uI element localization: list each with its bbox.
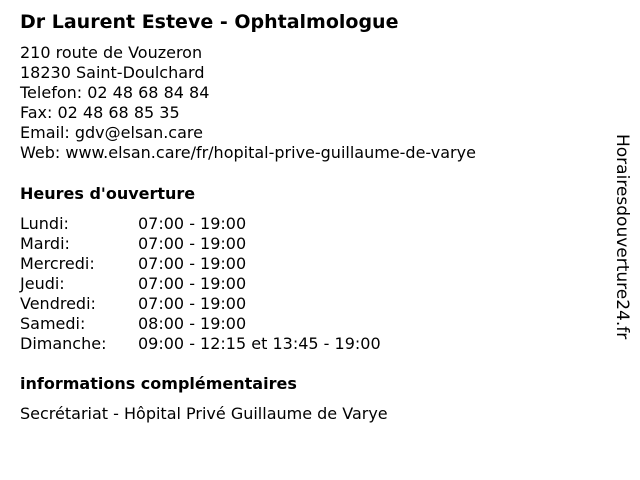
additional-info-text: Secrétariat - Hôpital Privé Guillaume de Varye xyxy=(20,404,388,423)
time-range: 09:00 - 12:15 et 13:45 - 19:00 xyxy=(138,334,381,353)
time-range: 08:00 - 19:00 xyxy=(138,314,247,333)
day-label: Jeudi: xyxy=(20,274,65,293)
day-label: Dimanche: xyxy=(20,334,107,353)
email-address: Email: gdv@elsan.care xyxy=(20,123,203,142)
time-range: 07:00 - 19:00 xyxy=(138,294,247,313)
time-range: 07:00 - 19:00 xyxy=(138,214,247,233)
address-street: 210 route de Vouzeron xyxy=(20,43,203,62)
contact-details xyxy=(20,43,476,163)
brand-text: Horairesdouverture24.fr xyxy=(612,134,632,340)
day-label: Samedi: xyxy=(20,314,86,333)
day-label: Lundi: xyxy=(20,214,69,233)
brand-watermark xyxy=(612,134,632,344)
day-label: Mardi: xyxy=(20,234,70,253)
page-title: Dr Laurent Esteve - Ophtalmologue xyxy=(20,11,399,33)
day-label: Vendredi: xyxy=(20,294,96,313)
time-range: 07:00 - 19:00 xyxy=(138,274,247,293)
time-range: 07:00 - 19:00 xyxy=(138,254,247,273)
opening-hours-heading: Heures d'ouverture xyxy=(20,184,196,203)
additional-info-heading: informations complémentaires xyxy=(20,374,297,393)
address-city: 18230 Saint-Doulchard xyxy=(20,63,205,82)
fax-number: Fax: 02 48 68 85 35 xyxy=(20,103,180,122)
time-range: 07:00 - 19:00 xyxy=(138,234,247,253)
website-url: Web: www.elsan.care/fr/hopital-prive-guillaume-de-varye xyxy=(20,143,476,162)
phone-number: Telefon: 02 48 68 84 84 xyxy=(20,83,210,102)
day-label: Mercredi: xyxy=(20,254,95,273)
